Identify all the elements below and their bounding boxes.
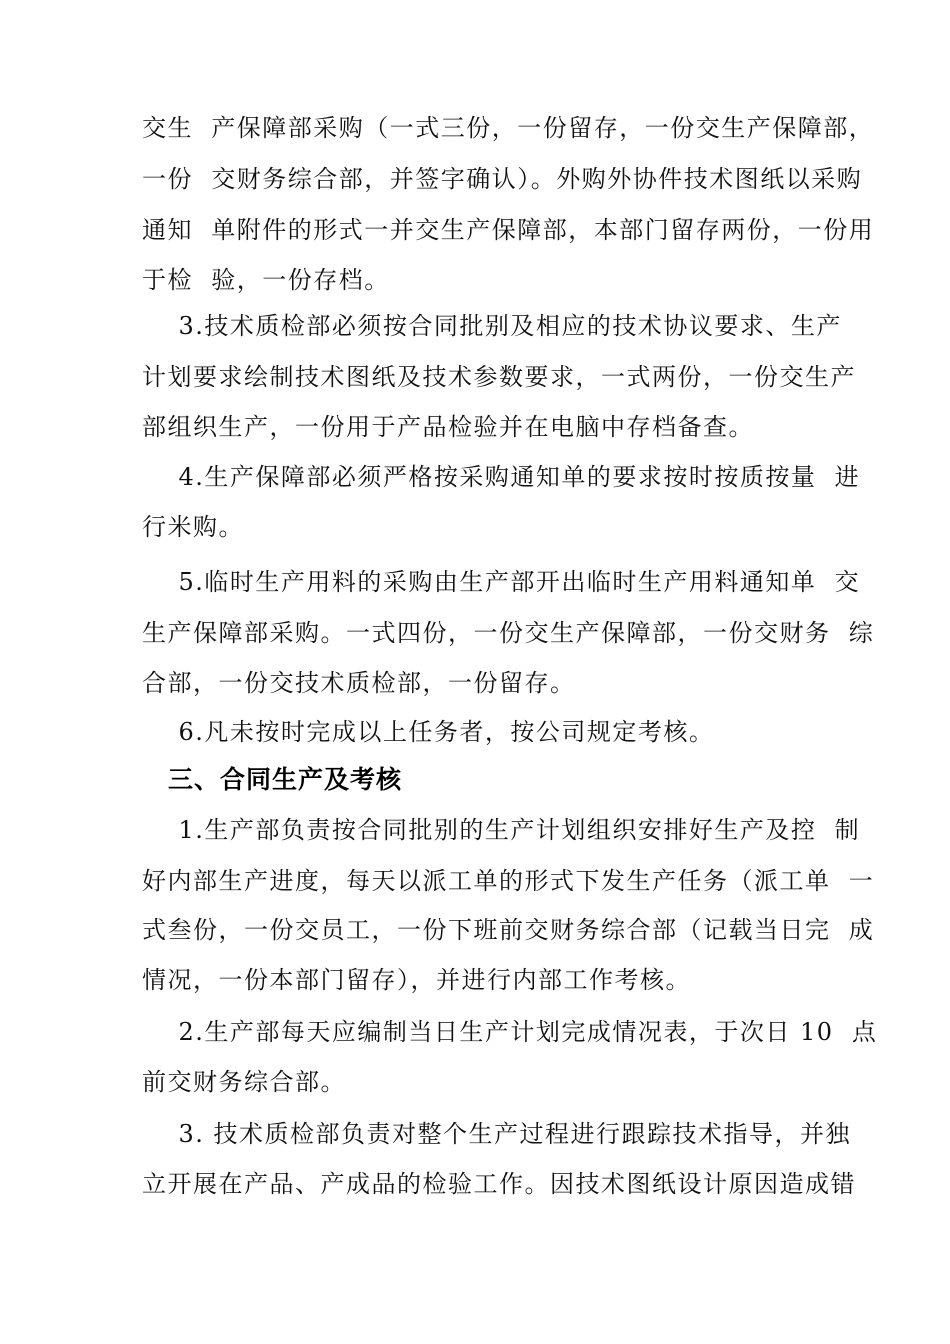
- text-line: 行米购。: [142, 513, 244, 541]
- text-line: 通知 单附件的形式一并交生产保障部，本部门留存两份，一份用: [142, 216, 875, 244]
- text-line: 式叁份，一份交员工，一份下班前交财务综合部（记载当日完 成: [142, 916, 875, 944]
- text-line: 3.技术质检部必须按合同批别及相应的技术协议要求、生产: [142, 312, 842, 340]
- text-line: 3. 技术质检部负责对整个生产过程进行跟踪技术指导，并独: [142, 1120, 852, 1148]
- text-line: 生产保障部采购。一式四份，一份交生产保障部，一份交财务 综: [142, 619, 875, 647]
- text-line: 前交财务综合部。: [142, 1068, 346, 1096]
- text-line: 好内部生产进度，每天以派工单的形式下发生产任务（派工单 一: [142, 867, 875, 895]
- text-line: 一份 交财务综合部，并签字确认）。外购外协件技术图纸以采购: [142, 165, 863, 193]
- text-line: 情况，一份本部门留存），并进行内部工作考核。: [142, 966, 691, 994]
- text-line: 部组织生产，一份用于产品检验并在电脑中存档备查。: [142, 413, 754, 441]
- text-line: 立开展在产品、产成品的检验工作。因技术图纸设计原因造成错: [142, 1170, 856, 1198]
- text-line: 4.生产保障部必须严格按采购通知单的要求按时按质按量 进: [142, 463, 861, 491]
- text-line: 5.临时生产用料的采购由生产部开出临时生产用料通知单 交: [142, 568, 861, 596]
- text-line: 1.生产部负责按合同批别的生产计划组织安排好生产及控 制: [142, 816, 861, 844]
- section-heading: 三、合同生产及考核: [168, 765, 403, 794]
- text-line: 计划要求绘制技术图纸及技术参数要求，一式两份，一份交生产: [142, 363, 856, 391]
- text-line: 于检 验，一份存档。: [142, 266, 390, 294]
- text-line: 6.凡未按时完成以上任务者，按公司规定考核。: [142, 718, 715, 746]
- text-line: 交生 产保障部采购（一式三份，一份留存，一份交生产保障部，: [142, 114, 875, 142]
- text-line: 合部，一份交技术质检部，一份留存。: [142, 669, 576, 697]
- text-line: 2.生产部每天应编制当日生产计划完成情况表，于次日 10 点: [142, 1018, 878, 1046]
